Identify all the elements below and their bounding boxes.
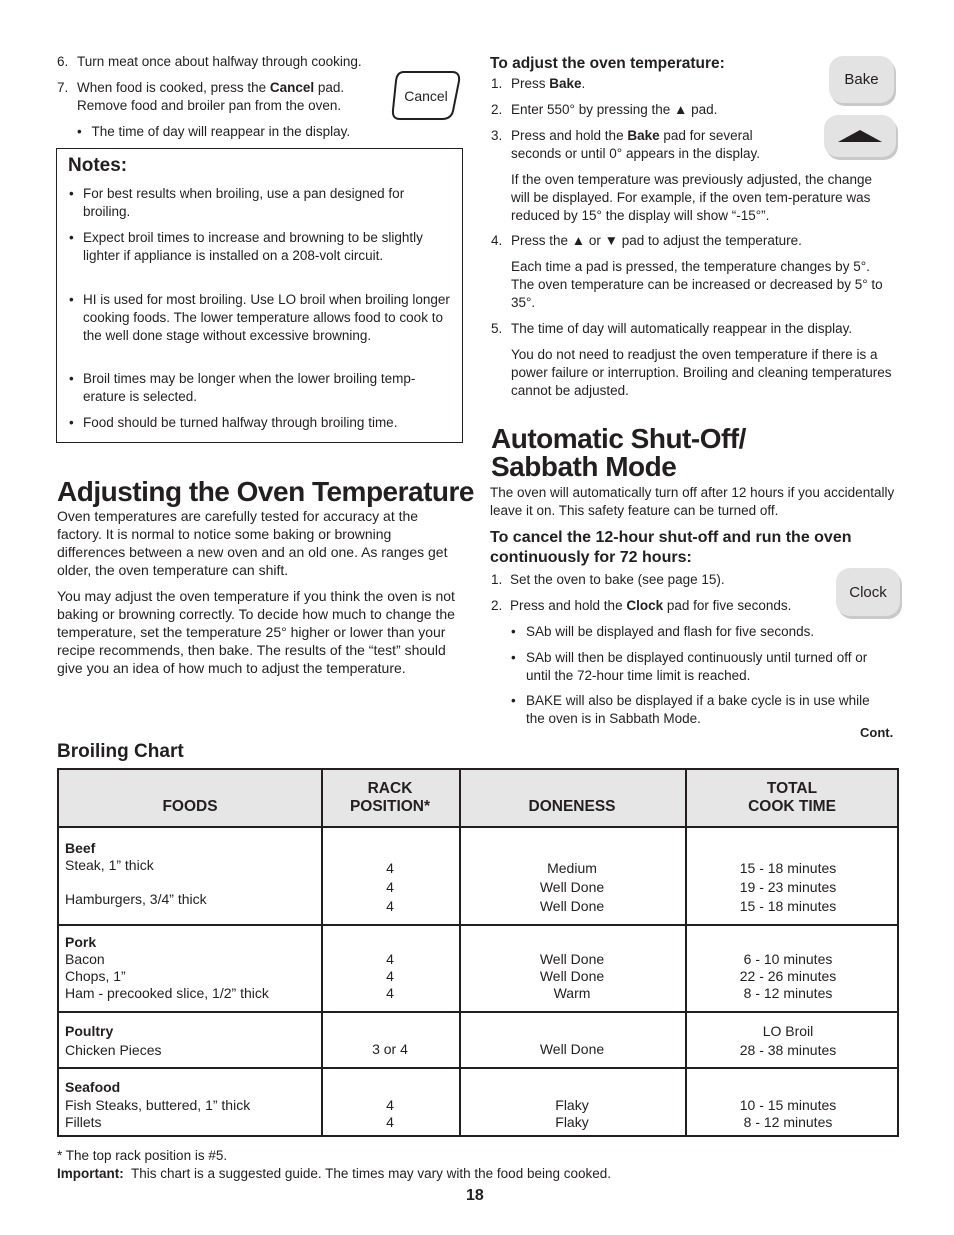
table-row-poultry: Poultry Chicken Pieces <box>65 1023 162 1058</box>
step-7-bullet: • The time of day will reappear in the display. <box>77 124 351 139</box>
cancel-pad <box>390 69 462 121</box>
bake-pad-label: Bake <box>844 71 879 88</box>
sabbath-bullet: • SAb will be displayed and flash for five seconds. <box>511 624 815 639</box>
step-7: 7. When food is cooked, press the Cancel pad. Remove food and broiler pan from the oven. <box>57 80 345 113</box>
seafood-cook-time: 10 - 15 minutes 8 - 12 minutes <box>739 1097 837 1130</box>
adjust-step-3-note: If the oven temperature was previously adjusted, the change will be displayed. For example, if the oven tem-perature was reduced by 15° the display will show “-15°”. <box>511 172 872 223</box>
adjust-step-4: 4. Press the ▲ or ▼ pad to adjust the temperature. <box>491 233 802 248</box>
pork-rack: 4 4 4 <box>386 951 394 1001</box>
poultry-cook-time: LO Broil 28 - 38 minutes <box>739 1023 837 1058</box>
continued-label: Cont. <box>860 725 894 740</box>
table-row-beef: Beef Steak, 1” thick Hamburgers, 3/4” thick <box>65 840 207 907</box>
broiling-chart-table <box>57 768 899 1137</box>
pork-doneness: Well Done Well Done Warm <box>539 951 605 1001</box>
note-item: • Expect broil times to increase and browning to be slightly lighter if appliance is installed on a 208-volt circuit. <box>69 230 423 263</box>
broiling-chart-title: Broiling Chart <box>57 741 184 762</box>
beef-cook-time: 15 - 18 minutes 19 - 23 minutes 15 - 18 minutes <box>739 860 837 914</box>
poultry-doneness: Well Done <box>539 1041 605 1057</box>
cancel-pad-label: Cancel <box>404 88 448 104</box>
up-arrow-icon <box>836 129 884 143</box>
clock-pad <box>836 568 900 616</box>
bake-pad <box>829 56 894 103</box>
adjust-heading: To adjust the oven temperature: <box>490 55 725 72</box>
cancel-shutoff-heading: To cancel the 12-hour shut-off and run the oven continuously for 72 hours: <box>490 529 852 566</box>
adjust-title: Adjusting the Oven Temperature <box>57 476 474 507</box>
chart-footnote: * The top rack position is #5. <box>57 1148 228 1163</box>
pork-cook-time: 6 - 10 minutes 22 - 26 minutes 8 - 12 minutes <box>739 951 837 1001</box>
header-total-cook-time: TOTAL COOK TIME <box>748 780 836 815</box>
shutoff-title: Automatic Shut-Off/ Sabbath Mode <box>491 423 746 482</box>
cancel-step-1: 1. Set the oven to bake (see page 15). <box>491 572 725 587</box>
seafood-rack: 4 4 <box>386 1097 394 1130</box>
step-6: 6. Turn meat once about halfway through cooking. <box>57 54 362 69</box>
up-arrow-pad <box>824 115 896 157</box>
header-rack-position: RACK POSITION* <box>349 780 431 815</box>
cancel-step-2: 2. Press and hold the Clock pad for five seconds. <box>491 598 792 613</box>
notes-title: Notes: <box>68 155 128 176</box>
chart-important-note: Important: This chart is a suggested guide. The times may vary with the food being cooked. <box>57 1166 612 1181</box>
header-foods: FOODS <box>162 798 218 815</box>
seafood-doneness: Flaky Flaky <box>555 1097 589 1130</box>
adjust-step-2: 2. Enter 550° by pressing the ▲ pad. <box>491 102 718 117</box>
poultry-rack: 3 or 4 <box>372 1041 408 1057</box>
sabbath-bullet: • SAb will then be displayed continuously until turned off or until the 72-hour time limit is reached. <box>511 650 868 683</box>
note-item: • For best results when broiling, use a pan designed for broiling. <box>69 186 405 219</box>
adjust-step-1: 1. Press Bake. <box>491 76 586 91</box>
adjust-paragraph-2: You may adjust the oven temperature if you think the oven is not baking or browning correctly. To decide how much to change the temperature, set the temperature 25° higher or lower than your recipe recommends, then bake. The results of the “test” should give you an idea of how much to adjust the temperature. <box>57 588 455 676</box>
notes-box <box>56 148 463 443</box>
note-item: • Broil times may be longer when the lower broiling temp-erature is selected. <box>69 371 416 404</box>
adjust-step-5-note: You do not need to readjust the oven temperature if there is a power failure or interruption. Broiling and cleaning temperatures cannot be adjusted. <box>511 347 892 398</box>
page-number: 18 <box>466 1187 484 1204</box>
sabbath-bullet: • BAKE will also be displayed if a bake cycle is in use while the oven is in Sabbath Mode. <box>511 693 870 726</box>
table-row-seafood: Seafood Fish Steaks, buttered, 1” thick Fillets <box>65 1079 251 1130</box>
adjust-step-4-note: Each time a pad is pressed, the temperature changes by 5°. The oven temperature can be increased or decreased by 5° to 35°. <box>511 259 883 310</box>
note-item: • HI is used for most broiling. Use LO broil when broiling longer cooking foods. The lower temperature allows food to cook to the well done stage without excessive browning. <box>69 292 450 343</box>
adjust-step-5: 5. The time of day will automatically reappear in the display. <box>491 321 853 336</box>
beef-rack: 4 4 4 <box>386 860 394 914</box>
shutoff-paragraph: The oven will automatically turn off after 12 hours if you accidentally leave it on. This safety feature can be turned off. <box>490 485 895 518</box>
table-row-pork: Pork Bacon Chops, 1” Ham - precooked slice, 1/2” thick <box>65 934 269 1001</box>
adjust-step-3: 3. Press and hold the Bake pad for several seconds or until 0° appears in the display. <box>491 128 761 161</box>
note-item: • Food should be turned halfway through broiling time. <box>69 415 398 430</box>
clock-pad-label: Clock <box>849 583 887 601</box>
beef-doneness: Medium Well Done Well Done <box>539 860 605 914</box>
header-doneness: DONENESS <box>528 798 616 815</box>
adjust-paragraph-1: Oven temperatures are carefully tested for accuracy at the factory. It is normal to notice some baking or browning differences between a new oven and an old one. As ranges get older, the oven temperature can shift. <box>57 508 448 578</box>
